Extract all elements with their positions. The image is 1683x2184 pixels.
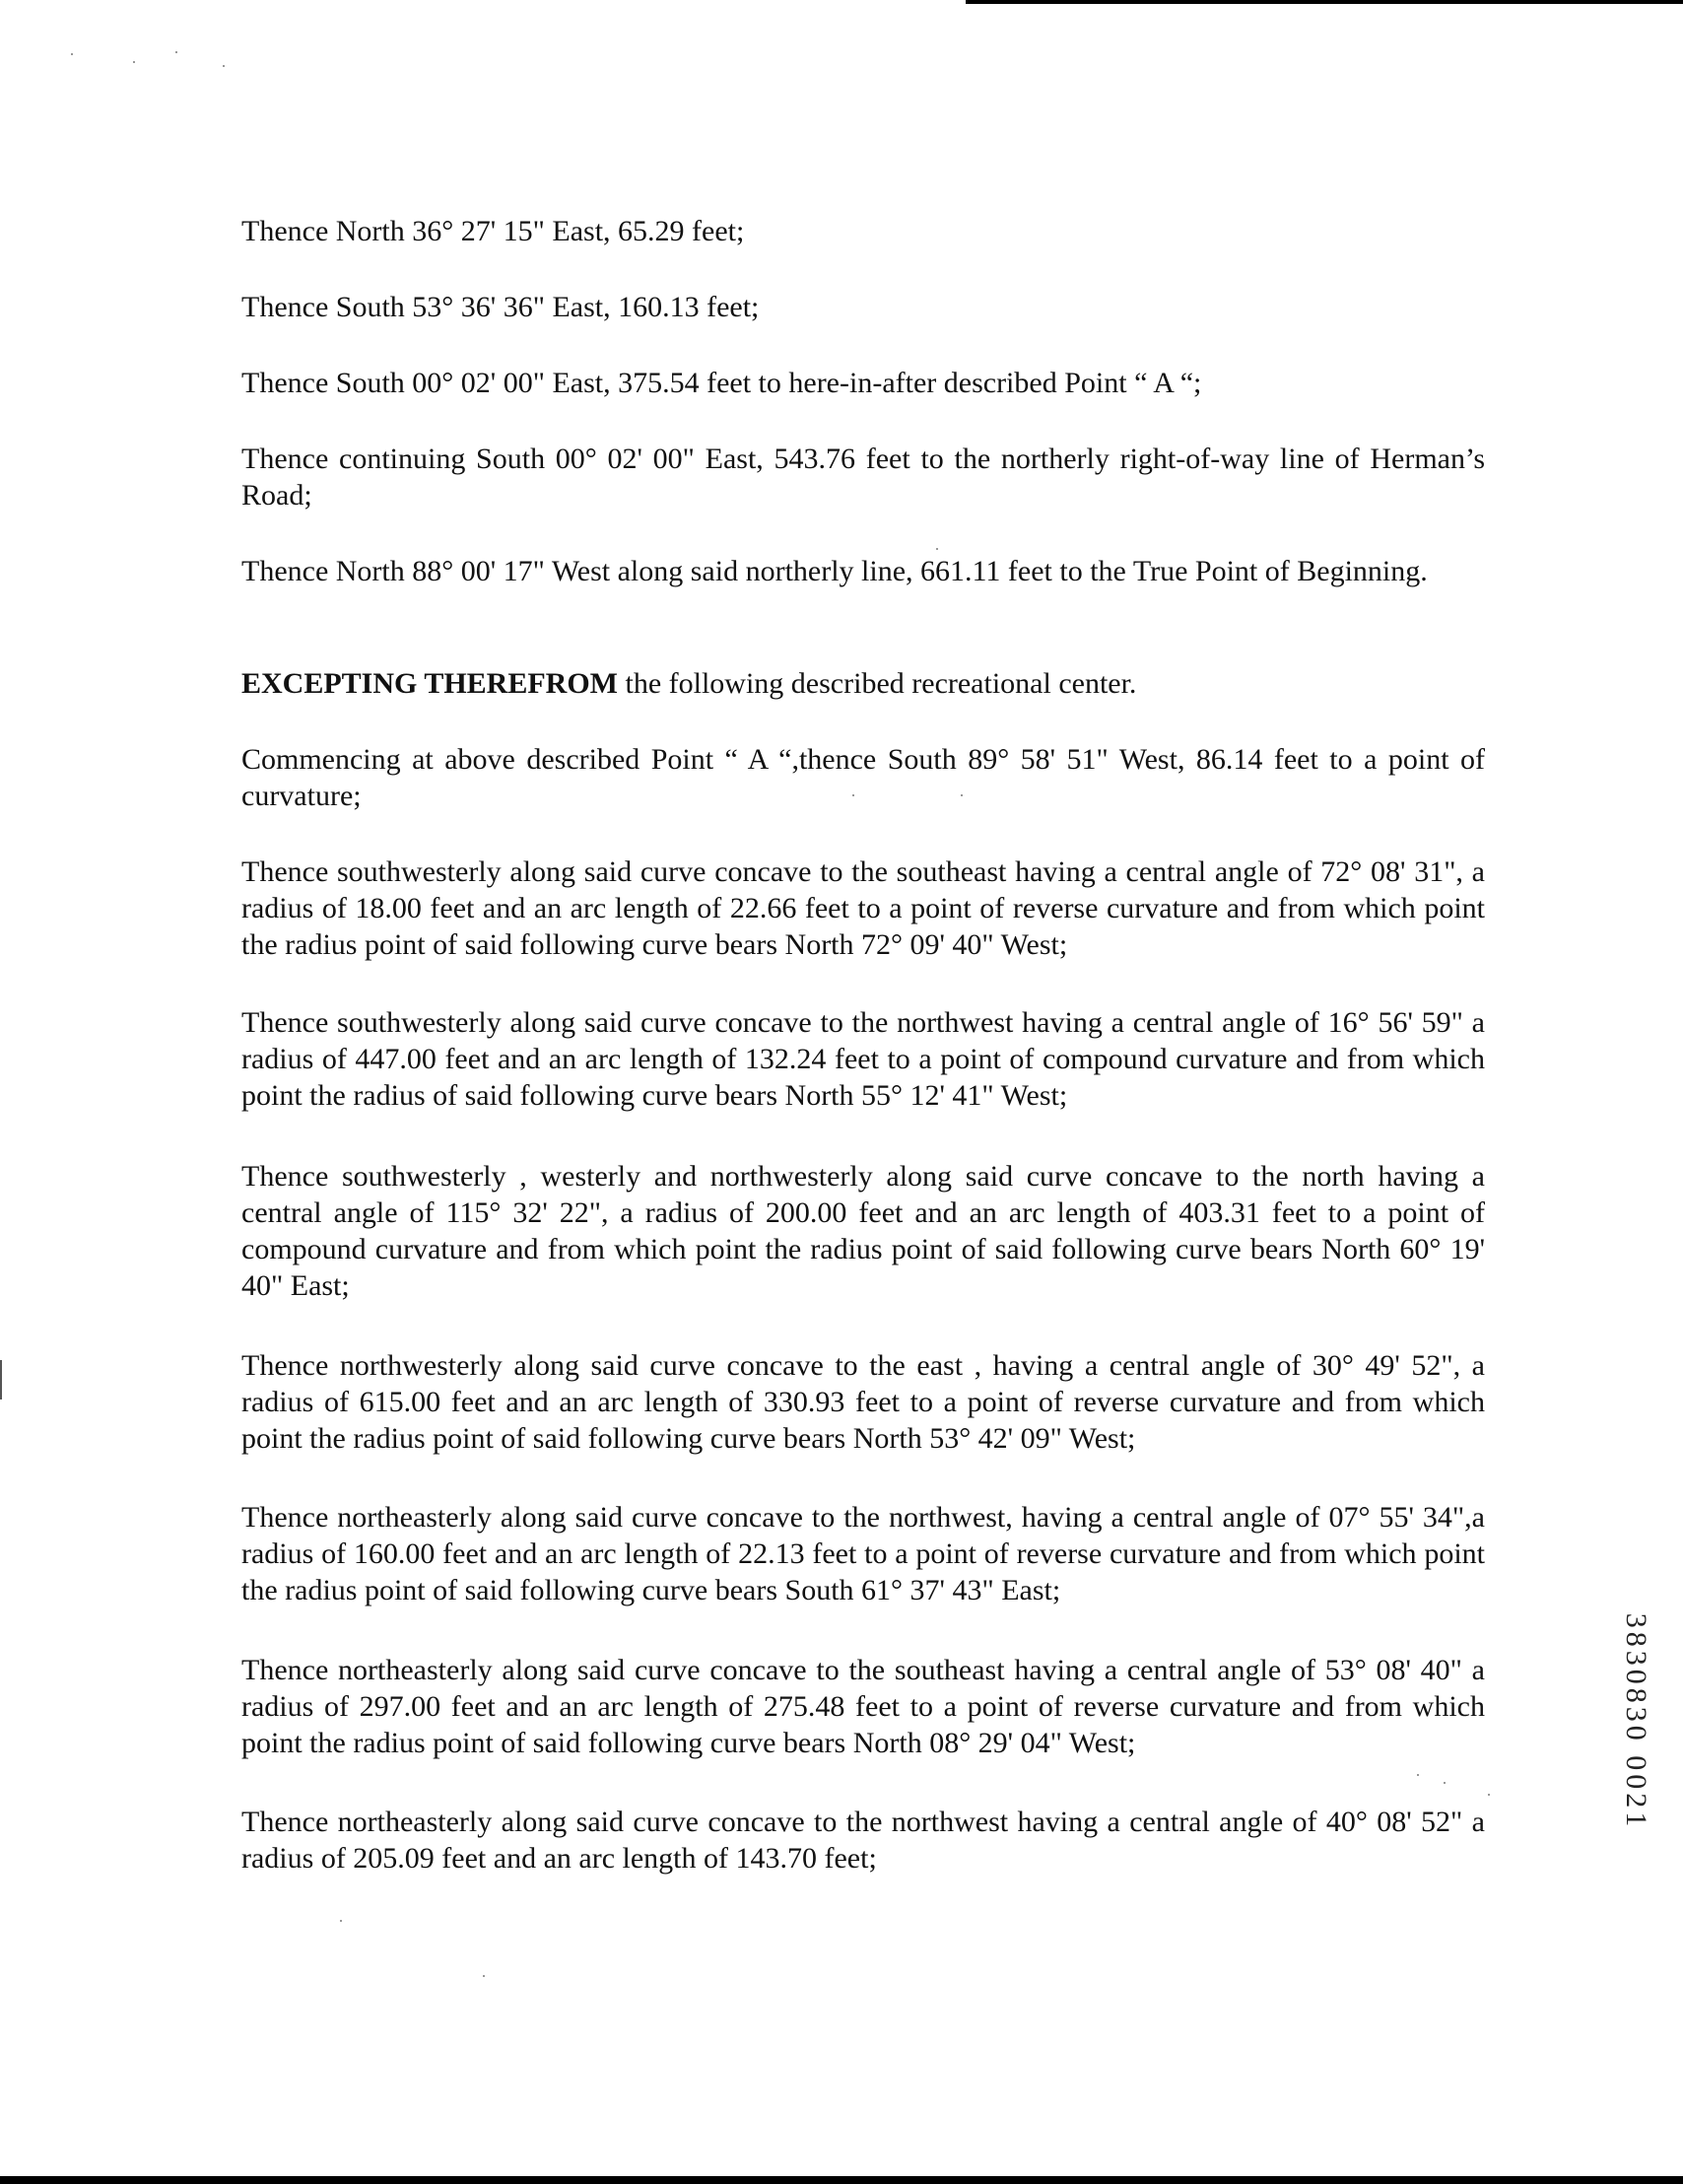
excepting-text: the following described recreational center. — [618, 667, 1137, 700]
left-edge-mark — [0, 1360, 2, 1399]
curve-paragraph-7: Thence northeasterly along said curve concave to the northwest having a central angle of 40° 08' 52" a radius of 205.09 feet and an arc length of 143.70 feet; — [241, 1806, 1485, 1875]
scan-speck — [1488, 1794, 1490, 1796]
top-edge-rule — [966, 0, 1683, 4]
curve-paragraph-6: Thence northeasterly along said curve concave to the southeast having a central angle of 53° 08' 40" a radius of 297.00 feet and an arc length of 275.48 feet to a point of reverse curvature and from which point the radius point of said following curve bears North 08° 29' 04" West; — [241, 1654, 1485, 1759]
scan-speck — [340, 1920, 342, 1922]
course-paragraph-4: Thence continuing South 00° 02' 00" East, 543.76 feet to the northerly right-of-way line of Herman’s Road; — [241, 443, 1485, 512]
curve-paragraph-1: Thence southwesterly along said curve concave to the southeast having a central angle of 72° 08' 31", a radius of 18.00 feet and an arc length of 22.66 feet to a point of reverse curvature and from which point the radius point of said following curve bears North 72° 09' 40" West; — [241, 855, 1485, 961]
scan-speck — [1444, 1782, 1446, 1784]
curve-paragraph-5: Thence northeasterly along said curve concave to the northwest, having a central angle of 07° 55' 34",a radius of 160.00 feet and an arc length of 22.13 feet to a point of reverse curvature and from which point the radius point of said following curve bears South 61° 37' 43" East; — [241, 1501, 1485, 1606]
scan-speck — [175, 51, 177, 53]
curve-paragraph-3: Thence southwesterly , westerly and northwesterly along said curve concave to the north having a central angle of 115° 32' 22", a radius of 200.00 feet and an arc length of 403.31 feet to a point of compound curvature and from which point the radius point of said following curve bears North 60° 19' 40" East; — [241, 1160, 1485, 1302]
curve-paragraph-4: Thence northwesterly along said curve concave to the east , having a central angle of 30° 49' 52", a radius of 615.00 feet and an arc length of 330.93 feet to a point of reverse curvature and from which point the radius point of said following curve bears North 53° 42' 09" West; — [241, 1349, 1485, 1455]
course-paragraph-1: Thence North 36° 27' 15" East, 65.29 feet; — [241, 215, 745, 247]
excepting-paragraph — [241, 665, 1485, 702]
curve-paragraph-2: Thence southwesterly along said curve concave to the northwest having a central angle of 16° 56' 59" a radius of 447.00 feet and an arc length of 132.24 feet to a point of compound curvature and from which point the radius of said following curve bears North 55° 12' 41" West; — [241, 1006, 1485, 1112]
course-paragraph-3: Thence South 00° 02' 00" East, 375.54 feet to here-in-after described Point “ A “; — [241, 367, 1202, 399]
bottom-edge-rule — [0, 2176, 1683, 2184]
scan-speck — [223, 65, 225, 67]
scan-speck — [71, 53, 73, 55]
scan-speck — [133, 61, 135, 63]
document-number-stamp — [1616, 1589, 1655, 1855]
course-paragraph-2: Thence South 53° 36' 36" East, 160.13 feet; — [241, 291, 760, 323]
scan-speck — [936, 548, 938, 550]
commencing-paragraph: Commencing at above described Point “ A “,thence South 89° 58' 51" West, 86.14 feet to a point of curvature; — [241, 743, 1485, 812]
course-paragraph-5: Thence North 88° 00' 17" West along said northerly line, 661.11 feet to the True Point of Beginning. — [241, 555, 1428, 587]
scan-speck — [483, 1975, 485, 1977]
document-number-text: 3830830 0021 — [1620, 1612, 1652, 1831]
scan-speck — [1417, 1774, 1419, 1776]
excepting-heading: EXCEPTING THEREFROM — [241, 667, 618, 700]
